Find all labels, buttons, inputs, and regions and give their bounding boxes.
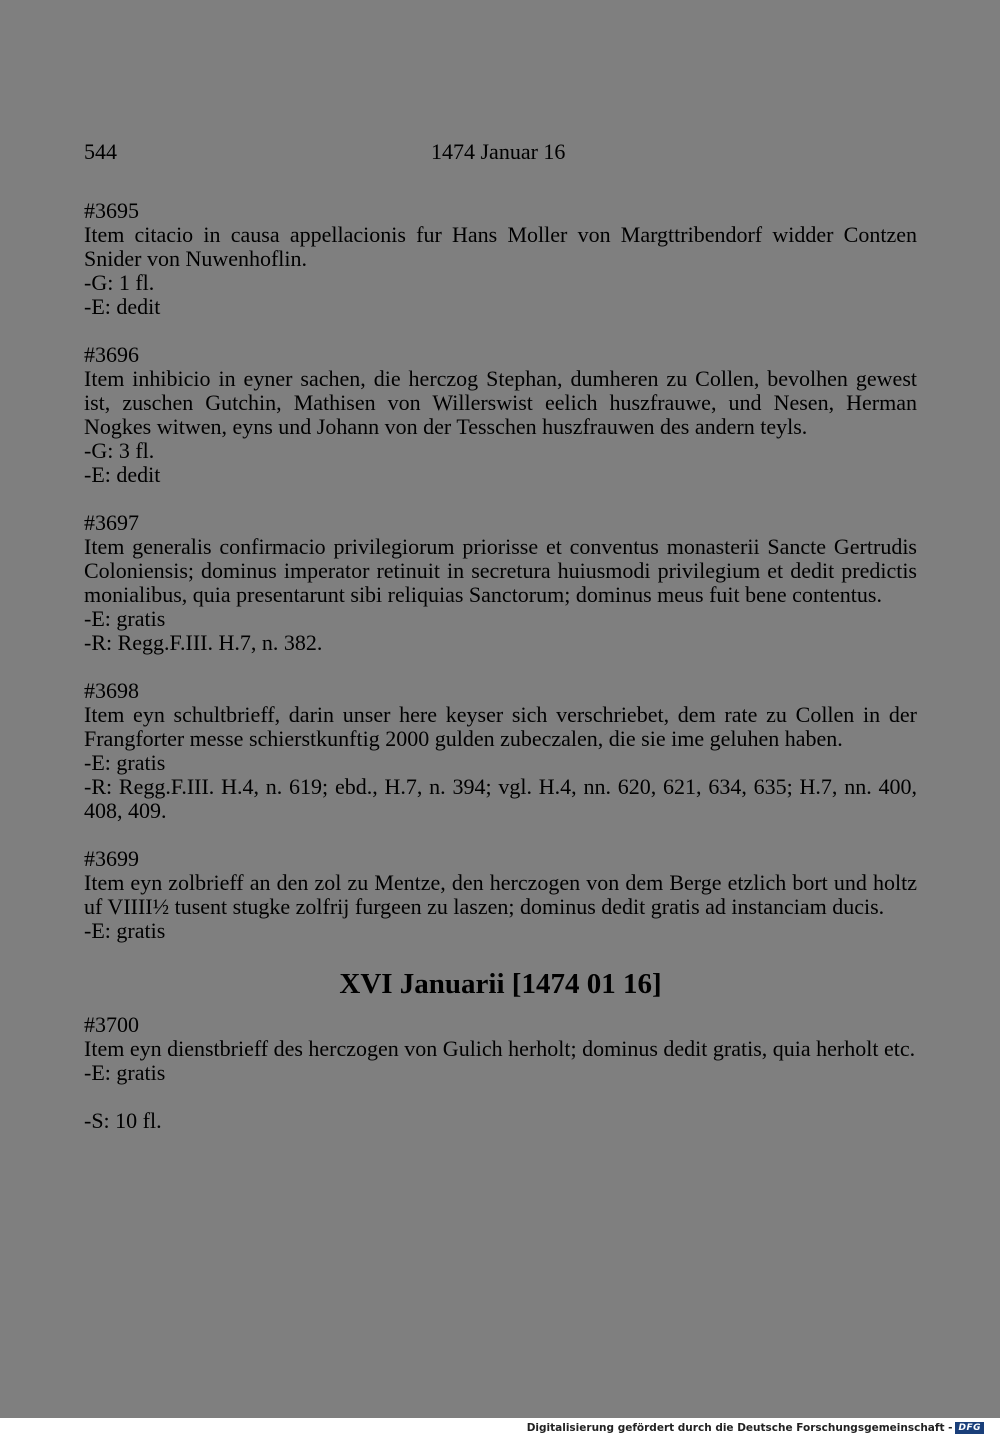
page-content xyxy=(84,199,917,1133)
entry-text: Item eyn schultbrieff, darin unser here keyser sich verschriebet, dem rate zu Collen in der Frangforter messe schierstkunftig 2000 gulden zubeczalen, die sie ime geluhen haben. xyxy=(84,702,917,751)
entry-reference: -R: Regg.F.III. H.4, n. 619; ebd., H.7, n. 394; vgl. H.4, nn. 620, 621, 634, 635; H.7, nn. 400, 408, 409. xyxy=(84,774,917,823)
page-header xyxy=(84,139,917,167)
entry-fee: -G: 1 fl. xyxy=(84,270,155,295)
entry-3699 xyxy=(84,847,917,943)
entry-id: #3697 xyxy=(84,510,139,535)
entry-id: #3700 xyxy=(84,1012,139,1037)
entry-3696 xyxy=(84,343,917,487)
entry-3698 xyxy=(84,679,917,823)
entry-text: Item eyn dienstbrieff des herczogen von Gulich herholt; dominus dedit gratis, quia herholt etc. xyxy=(84,1036,916,1061)
dfg-logo: DFG xyxy=(955,1422,984,1434)
entry-id: #3699 xyxy=(84,846,139,871)
entry-fee: -E: dedit xyxy=(84,294,161,319)
digitization-credit xyxy=(527,1419,984,1437)
entry-reference: -R: Regg.F.III. H.7, n. 382. xyxy=(84,630,323,655)
entry-id: #3696 xyxy=(84,342,139,367)
entry-text: Item citacio in causa appellacionis fur Hans Moller von Margttribendorf widder Contzen Snider von Nuwenhoflin. xyxy=(84,222,917,271)
entry-id: #3698 xyxy=(84,678,139,703)
entry-text: Item generalis confirmacio privilegiorum priorisse et conventus monasterii Sancte Gertrudis Coloniensis; dominus imperator retinuit in secretura huiusmodi privilegium et dedit predictis monialibus, quia presentarunt sibi reliquias Sanctorum; dominus meus fuit bene contentus. xyxy=(84,534,917,607)
entry-fee: -E: gratis xyxy=(84,606,166,631)
entry-3697 xyxy=(84,511,917,655)
page-number: 544 xyxy=(84,139,117,164)
sum-line: -S: 10 fl. xyxy=(84,1108,162,1133)
entry-fee: -E: dedit xyxy=(84,462,161,487)
entry-fee: -E: gratis xyxy=(84,918,166,943)
entry-fee: -E: gratis xyxy=(84,1060,166,1085)
entry-fee: -G: 3 fl. xyxy=(84,438,155,463)
entry-3700 xyxy=(84,1013,917,1085)
entry-id: #3695 xyxy=(84,198,139,223)
entry-text: Item inhibicio in eyner sachen, die herczog Stephan, dumheren zu Collen, bevolhen gewest ist, zuschen Gutchin, Mathisen von Willerswist eelich huszfrauwe, und Nesen, Herman Nogkes witwen, eyns und Johann von der Tesschen huszfrauwen des andern teyls. xyxy=(84,366,917,439)
running-title: 1474 Januar 16 xyxy=(431,139,566,164)
credit-text: Digitalisierung gefördert durch die Deutsche Forschungsgemeinschaft - xyxy=(526,1422,953,1434)
entry-text: Item eyn zolbrieff an den zol zu Mentze, den herczogen von dem Berge etzlich bort und holtz uf VIIII½ tusent stugke zolfrij furgeen zu laszen; dominus dedit gratis ad instanciam ducis. xyxy=(84,870,917,919)
date-section-heading: XVI Januarii [1474 01 16] xyxy=(339,968,662,1000)
entry-fee: -E: gratis xyxy=(84,750,166,775)
entry-3695 xyxy=(84,199,917,319)
